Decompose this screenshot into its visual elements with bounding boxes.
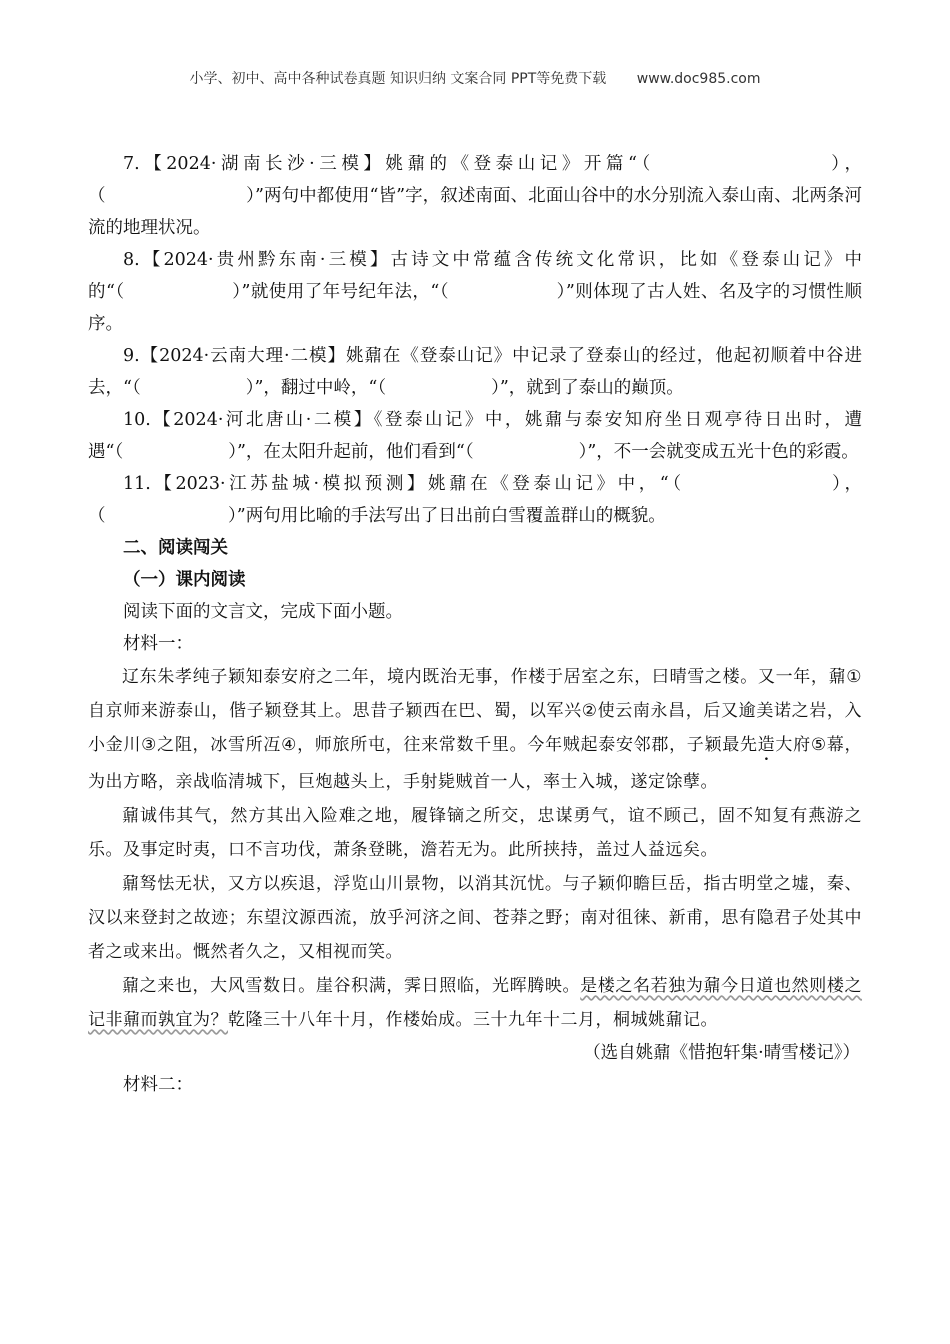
emphasized-word: 造 xyxy=(757,735,776,755)
source-citation: （选自姚鼐《惜抱轩集·晴雪楼记》） xyxy=(583,1043,860,1063)
header-site-link[interactable]: www.doc985.com xyxy=(636,71,761,87)
section-title: 二、阅读闯关 xyxy=(123,538,228,558)
material-1-paragraph-1-text-b: 大府⑤幕，为出方略，亲战临清城下，巨炮越头上，手射毙贼首一人，率士入城，遂定馀孽。 xyxy=(88,735,862,792)
subsection-title: （一）课内阅读 xyxy=(123,570,246,590)
page-header xyxy=(0,68,950,88)
header-text: 小学、初中、高中各种试卷真题 知识归纳 文案合同 PPT等免费下载 xyxy=(189,71,607,87)
material-1-paragraph-1-text-a: 辽东朱孝纯子颖知泰安府之二年，境内既治无事，作楼于居室之东，曰晴雪之楼。又一年，鼐①自京师来游泰山，偕子颖登其上。思昔子颖西在巴、蜀，以军兴②使云南永昌，后又逾美诺之岩，入小金川③之阻，冰雪所冱④，师旅所屯，往来常数千里。今年贼起泰安邻郡，子颖最先 xyxy=(88,667,862,755)
material-1-paragraph-2: 鼐诚伟其气，然方其出入险难之地，履锋镝之所交，忠谋勇气，谊不顾己，固不知复有燕游之乐。及事定时夷，口不言功伐，萧条登眺，澹若无为。此所挟持，盖过人益远矣。 xyxy=(88,806,862,860)
question-8: 8.【2024·贵州黔东南·三模】古诗文中常蕴含传统文化常识，比如《登泰山记》中的“（ ）”就使用了年号纪年法，“（ ）”则体现了古人姓、名及字的习惯性顺序。 xyxy=(88,250,862,334)
document-body xyxy=(88,148,862,1101)
question-10: 10.【2024·河北唐山·二模】《登泰山记》中，姚鼐与泰安知府坐日观亭待日出时，遭遇“（ ）”，在太阳升起前，他们看到“（ ）”，不一会就变成五光十色的彩霞。 xyxy=(88,410,862,462)
wavy-underlined-sentence: 是楼之名若独为鼐今日道也然则楼之记非鼐而孰宜为？ xyxy=(88,976,863,1030)
material-2-label: 材料二： xyxy=(123,1075,193,1095)
question-9: 9.【2024·云南大理·二模】姚鼐在《登泰山记》中记录了登泰山的经过，他起初顺着中谷进去，“（ ）”，翻过中岭，“（ ）”，就到了泰山的巅顶。 xyxy=(88,346,862,398)
question-11: 11.【2023·江苏盐城·模拟预测】姚鼐在《登泰山记》中，“（ ），（ ）”两句用比喻的手法写出了日出前白雪覆盖群山的概貌。 xyxy=(88,474,862,526)
material-1-paragraph-3: 鼐驽怯无状，又方以疾退，浮览山川景物，以消其沉忧。与子颖仰瞻巨岳，指古明堂之墟，秦、汉以来登封之故迹；东望汶源西流，放乎河济之间、苍莽之野；南对徂徕、新甫，思有隐君子处其中者之或来出。慨然者久之，又相视而笑。 xyxy=(88,874,862,962)
material-1-paragraph-4-text-a: 鼐之来也，大风雪数日。崖谷积满，霁日照临，光晖腾映。 xyxy=(122,976,581,996)
question-7: 7.【2024·湖南长沙·三模】姚鼐的《登泰山记》开篇“（ ），（ ）”两句中都使用“皆”字，叙述南面、北面山谷中的水分别流入泰山南、北两条河流的地理状况。 xyxy=(88,154,862,238)
instruction: 阅读下面的文言文，完成下面小题。 xyxy=(123,602,403,622)
material-1-paragraph-4 xyxy=(88,969,862,1037)
material-1-paragraph-4-text-b: 乾隆三十八年十月，作楼始成。三十九年十二月，桐城姚鼐记。 xyxy=(228,1010,718,1030)
material-1-label: 材料一： xyxy=(123,634,193,654)
material-1-paragraph-1 xyxy=(88,660,862,799)
